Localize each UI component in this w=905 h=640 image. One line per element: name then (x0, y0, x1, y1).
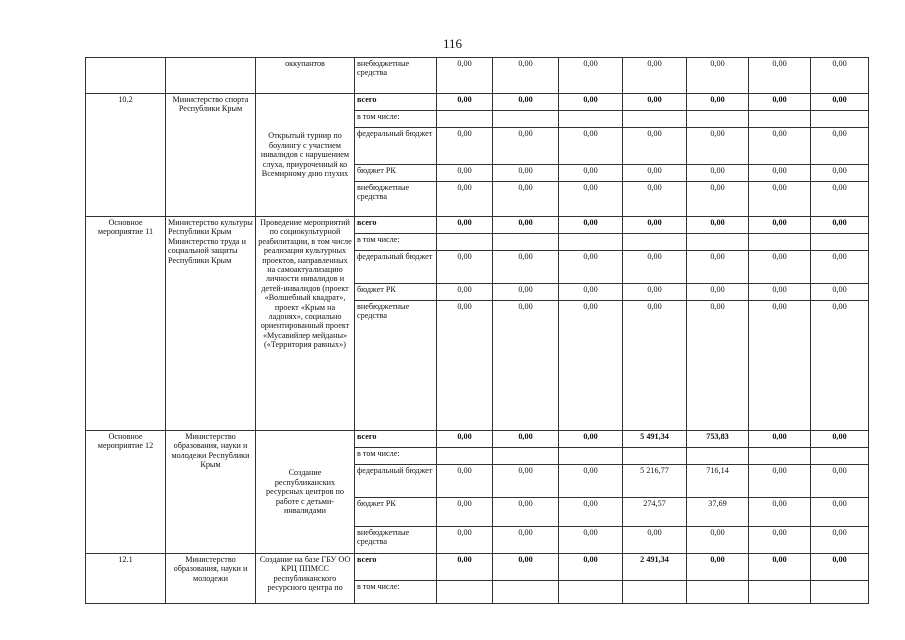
value-cell: 0,00 (437, 301, 493, 431)
measure-code-cell: Основное мероприятие 12 (86, 431, 166, 554)
executor-cell: Министерство образования, науки и молодежи Республики Крым (166, 431, 256, 554)
value-cell (811, 448, 869, 465)
value-cell: 0,00 (687, 301, 749, 431)
value-cell (687, 111, 749, 128)
value-cell: 0,00 (493, 431, 559, 448)
value-cell: 0,00 (493, 465, 559, 498)
value-cell: 0,00 (559, 217, 623, 234)
value-cell: 0,00 (437, 128, 493, 165)
page-number: 116 (442, 36, 463, 51)
funding-source-cell: всего (355, 94, 437, 111)
value-cell: 0,00 (437, 182, 493, 217)
value-cell: 0,00 (687, 165, 749, 182)
value-cell: 0,00 (559, 527, 623, 554)
budget-table (85, 57, 869, 604)
value-cell: 0,00 (493, 165, 559, 182)
value-cell: 0,00 (749, 465, 811, 498)
value-cell: 0,00 (437, 527, 493, 554)
value-cell: 0,00 (749, 301, 811, 431)
value-cell: 0,00 (749, 217, 811, 234)
measure-name-cell: Проведение мероприятий по социокультурной реабилитации, в том числе реализация культурных проектов, направленных на самоактуализацию личности инвалидов и детей-инвалидов (проект «Волшебный квадрат», проект «Крым на ладонях», социально ориентированный проект «Мусавийлер мейданы» («Территория равных») (256, 217, 355, 431)
value-cell: 0,00 (559, 554, 623, 581)
value-cell (687, 234, 749, 251)
value-cell: 0,00 (437, 554, 493, 581)
table-row (86, 58, 869, 94)
value-cell: 0,00 (749, 431, 811, 448)
value-cell: 0,00 (437, 58, 493, 94)
measure-code-cell (86, 58, 166, 94)
measure-name-cell: оккупантов (256, 58, 355, 94)
value-cell (437, 581, 493, 604)
value-cell: 0,00 (749, 251, 811, 284)
value-cell: 0,00 (811, 251, 869, 284)
value-cell (687, 448, 749, 465)
value-cell: 0,00 (493, 251, 559, 284)
funding-source-cell: в том числе: (355, 234, 437, 251)
funding-source-cell: федеральный бюджет (355, 465, 437, 498)
value-cell: 0,00 (749, 58, 811, 94)
value-cell (749, 581, 811, 604)
value-cell: 0,00 (493, 58, 559, 94)
executor-cell: Министерство спорта Республики Крым (166, 94, 256, 217)
value-cell (559, 234, 623, 251)
value-cell: 0,00 (559, 431, 623, 448)
value-cell: 0,00 (749, 554, 811, 581)
value-cell: 0,00 (623, 182, 687, 217)
measure-name-cell: Создание республиканских ресурсных центров по работе с детьми-инвалидами (256, 431, 355, 554)
value-cell: 0,00 (493, 527, 559, 554)
value-cell: 0,00 (493, 301, 559, 431)
value-cell: 0,00 (811, 284, 869, 301)
value-cell (749, 448, 811, 465)
funding-source-cell: бюджет РК (355, 165, 437, 182)
measure-name-cell: Открытый турнир по боулингу с участием инвалидов с нарушением слуха, приуроченный ко Всемирному дню глухих (256, 94, 355, 217)
value-cell: 0,00 (623, 301, 687, 431)
value-cell: 0,00 (811, 128, 869, 165)
value-cell: 0,00 (559, 284, 623, 301)
measure-code-cell: Основное мероприятие 11 (86, 217, 166, 431)
value-cell: 0,00 (749, 498, 811, 527)
value-cell: 0,00 (687, 284, 749, 301)
funding-source-cell: всего (355, 554, 437, 581)
value-cell: 0,00 (437, 217, 493, 234)
value-cell: 2 491,34 (623, 554, 687, 581)
funding-source-cell: внебюджетные средства (355, 301, 437, 431)
value-cell (811, 234, 869, 251)
value-cell: 0,00 (811, 554, 869, 581)
value-cell (437, 448, 493, 465)
table-row (86, 554, 869, 581)
value-cell: 37,69 (687, 498, 749, 527)
value-cell: 0,00 (687, 58, 749, 94)
value-cell: 274,57 (623, 498, 687, 527)
value-cell: 0,00 (811, 301, 869, 431)
table-row (86, 431, 869, 448)
funding-source-cell: внебюджетные средства (355, 527, 437, 554)
value-cell (687, 581, 749, 604)
value-cell: 0,00 (493, 554, 559, 581)
value-cell: 0,00 (687, 182, 749, 217)
executor-cell: Министерство культуры Республики Крым Министерство труда и социальной защиты Республики Крым (166, 217, 256, 431)
value-cell (623, 111, 687, 128)
funding-source-cell: всего (355, 217, 437, 234)
value-cell (749, 234, 811, 251)
value-cell (811, 111, 869, 128)
value-cell: 0,00 (437, 465, 493, 498)
value-cell (623, 581, 687, 604)
value-cell: 0,00 (687, 554, 749, 581)
value-cell: 0,00 (493, 284, 559, 301)
funding-source-cell: внебюджетные средства (355, 182, 437, 217)
value-cell: 0,00 (687, 94, 749, 111)
value-cell: 0,00 (437, 498, 493, 527)
value-cell: 0,00 (749, 182, 811, 217)
value-cell: 0,00 (559, 182, 623, 217)
value-cell: 0,00 (687, 217, 749, 234)
value-cell: 0,00 (623, 94, 687, 111)
value-cell: 0,00 (623, 217, 687, 234)
value-cell: 0,00 (811, 94, 869, 111)
table-row (86, 94, 869, 111)
measure-code-cell: 10.2 (86, 94, 166, 217)
value-cell: 0,00 (559, 165, 623, 182)
value-cell: 0,00 (493, 217, 559, 234)
funding-source-cell: федеральный бюджет (355, 128, 437, 165)
value-cell (559, 111, 623, 128)
value-cell: 0,00 (749, 165, 811, 182)
value-cell: 0,00 (749, 527, 811, 554)
executor-cell: Министерство образования, науки и молодежи (166, 554, 256, 604)
value-cell: 0,00 (687, 128, 749, 165)
value-cell (559, 581, 623, 604)
value-cell (437, 234, 493, 251)
value-cell: 5 491,34 (623, 431, 687, 448)
value-cell: 0,00 (623, 284, 687, 301)
funding-source-cell: в том числе: (355, 448, 437, 465)
value-cell: 0,00 (437, 251, 493, 284)
value-cell: 753,83 (687, 431, 749, 448)
value-cell (811, 581, 869, 604)
value-cell: 0,00 (493, 498, 559, 527)
value-cell: 0,00 (811, 465, 869, 498)
value-cell: 0,00 (559, 465, 623, 498)
value-cell: 0,00 (437, 94, 493, 111)
table-row (86, 217, 869, 234)
value-cell: 0,00 (811, 217, 869, 234)
value-cell: 0,00 (687, 251, 749, 284)
funding-source-cell: в том числе: (355, 581, 437, 604)
value-cell: 716,14 (687, 465, 749, 498)
funding-source-cell: бюджет РК (355, 498, 437, 527)
value-cell: 0,00 (687, 527, 749, 554)
value-cell: 0,00 (493, 182, 559, 217)
value-cell (493, 448, 559, 465)
value-cell (623, 448, 687, 465)
value-cell: 0,00 (811, 58, 869, 94)
value-cell: 0,00 (437, 165, 493, 182)
value-cell: 0,00 (749, 94, 811, 111)
value-cell: 0,00 (811, 527, 869, 554)
value-cell: 0,00 (559, 128, 623, 165)
measure-name-cell: Создание на базе ГБУ ОО КРЦ ППМСС республиканского ресурсного центра по (256, 554, 355, 604)
value-cell: 0,00 (493, 128, 559, 165)
value-cell: 0,00 (623, 251, 687, 284)
value-cell (493, 581, 559, 604)
measure-code-cell: 12.1 (86, 554, 166, 604)
value-cell: 0,00 (437, 284, 493, 301)
value-cell: 0,00 (811, 182, 869, 217)
value-cell: 0,00 (559, 94, 623, 111)
value-cell (623, 234, 687, 251)
value-cell: 0,00 (559, 498, 623, 527)
funding-source-cell: в том числе: (355, 111, 437, 128)
value-cell (559, 448, 623, 465)
funding-source-cell: федеральный бюджет (355, 251, 437, 284)
value-cell: 0,00 (749, 284, 811, 301)
value-cell (749, 111, 811, 128)
value-cell: 0,00 (623, 527, 687, 554)
value-cell (437, 111, 493, 128)
value-cell: 0,00 (623, 165, 687, 182)
value-cell: 0,00 (437, 431, 493, 448)
value-cell: 0,00 (559, 251, 623, 284)
value-cell: 5 216,77 (623, 465, 687, 498)
funding-source-cell: всего (355, 431, 437, 448)
value-cell: 0,00 (493, 94, 559, 111)
value-cell: 0,00 (749, 128, 811, 165)
value-cell: 0,00 (559, 58, 623, 94)
funding-source-cell: внебюджетные средства (355, 58, 437, 94)
value-cell: 0,00 (623, 128, 687, 165)
value-cell: 0,00 (811, 165, 869, 182)
executor-cell (166, 58, 256, 94)
value-cell: 0,00 (811, 431, 869, 448)
funding-source-cell: бюджет РК (355, 284, 437, 301)
value-cell: 0,00 (811, 498, 869, 527)
value-cell (493, 234, 559, 251)
value-cell: 0,00 (623, 58, 687, 94)
value-cell: 0,00 (559, 301, 623, 431)
value-cell (493, 111, 559, 128)
